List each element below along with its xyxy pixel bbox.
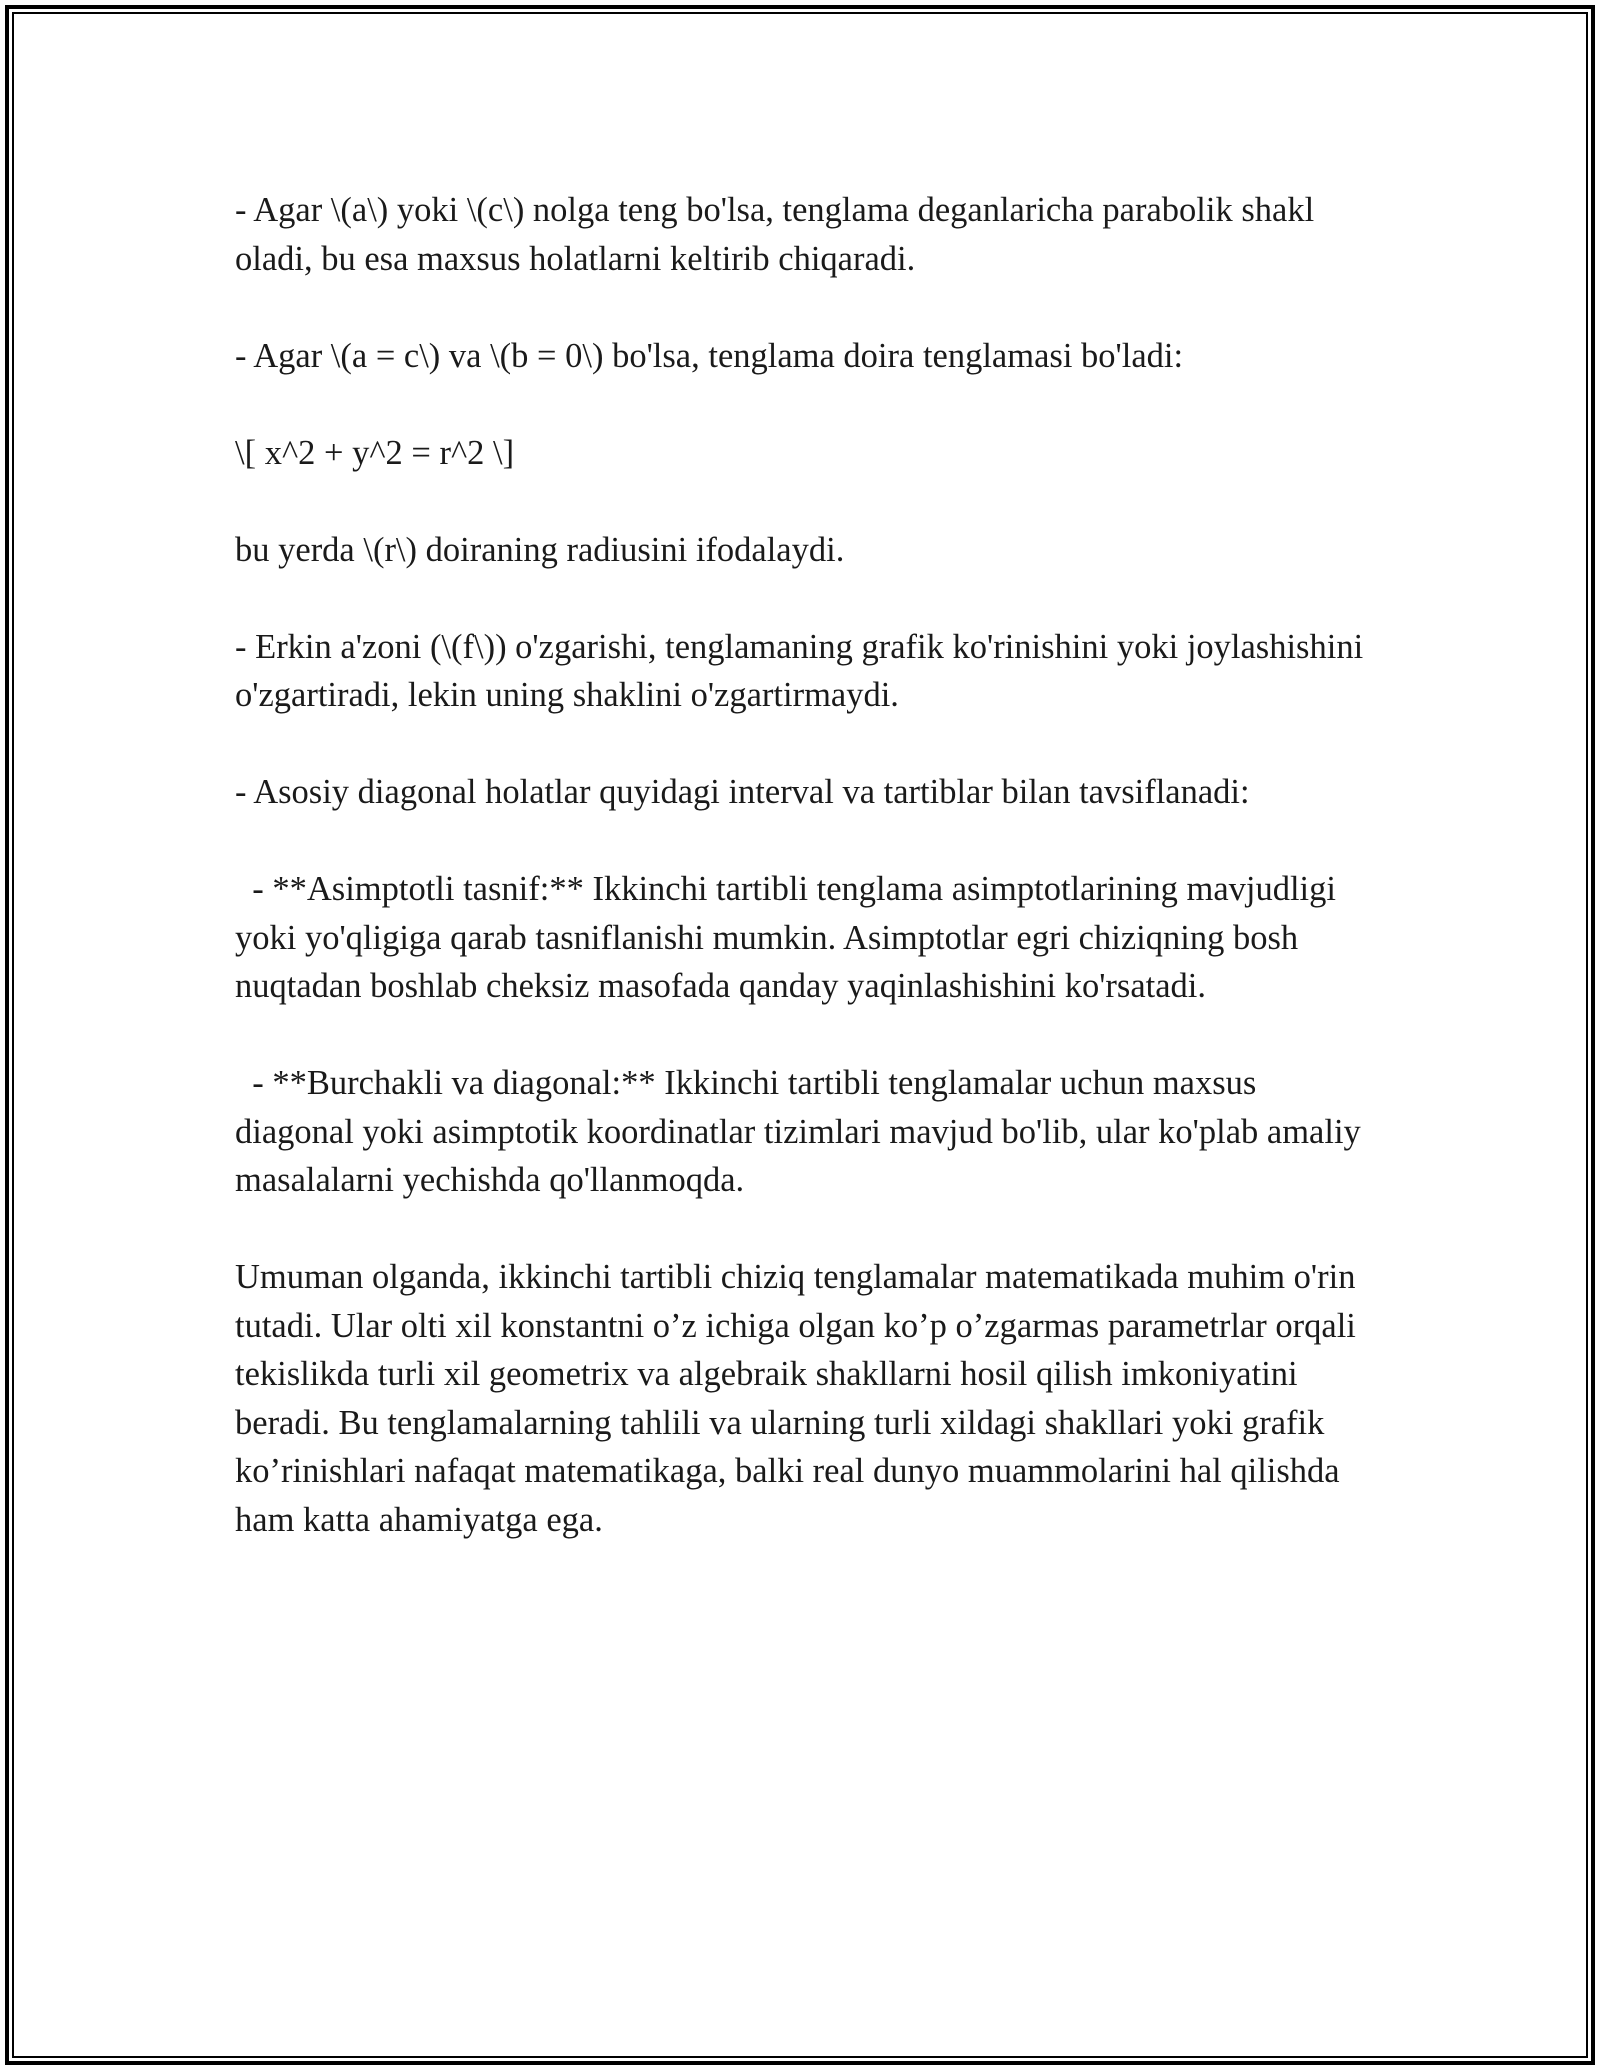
paragraph-diagonal-cases: - Asosiy diagonal holatlar quyidagi interval va tartiblar bilan tavsiflanadi:: [235, 773, 1250, 811]
document-body: [235, 186, 1372, 1544]
paragraph-circle-condition: - Agar \(a = c\) va \(b = 0\) bo'lsa, tenglama doira tenglamasi bo'ladi:: [235, 336, 1184, 375]
paragraph-radius-note: bu yerda \(r\) doiraning radiusini ifodalaydi.: [235, 530, 845, 569]
paragraph-parabolic-case: - Agar \(a\) yoki \(c\) nolga teng bo'lsa, tenglama deganlaricha parabolik shakl oladi, bu esa maxsus holatlarni keltirib chiqaradi.: [235, 191, 1323, 278]
paragraph-conclusion: Umuman olganda, ikkinchi tartibli chiziq tenglamalar matematikada muhim o'rin tutadi. Ular olti xil konstantni o’z ichiga olgan ko’p o’zgarmas parametrlar orqali tekislikda turli xil geometrix va algebraik shakllarni hosil qilish imkoniyatini beradi. Bu tenglamalarning tahlili va ularning turli xildagi shakllari yoki grafik ko’rinishlari nafaqat matematikaga, balki real dunyo muammolarini hal qilishda ham katta ahamiyatga ega.: [235, 1258, 1365, 1539]
paragraph-free-term: - Erkin a'zoni (\(f\)) o'zgarishi, tenglamaning grafik ko'rinishini yoki joylashishini o'zgartiradi, lekin uning shaklini o'zgartirmaydi.: [235, 627, 1372, 714]
paragraph-angular-diagonal: - **Burchakli va diagonal:** Ikkinchi tartibli tenglamalar uchun maxsus diagonal yoki asimptotik koordinatlar tizimlari mavjud bo'lib, ular ko'plab amaliy masalalarni yechishda qo'llanmoqda.: [235, 1064, 1370, 1199]
paragraph-asymptotic-classification: - **Asimptotli tasnif:** Ikkinchi tartibli tenglama asimptotlarining mavjudligi yoki yo'qligiga qarab tasniflanishi mumkin. Asimptotlar egri chiziqning bosh nuqtadan boshlab cheksiz masofada qanday yaqinlashishini ko'rsatadi.: [235, 870, 1345, 1005]
circle-equation: \[ x^2 + y^2 = r^2 \]: [235, 433, 515, 472]
